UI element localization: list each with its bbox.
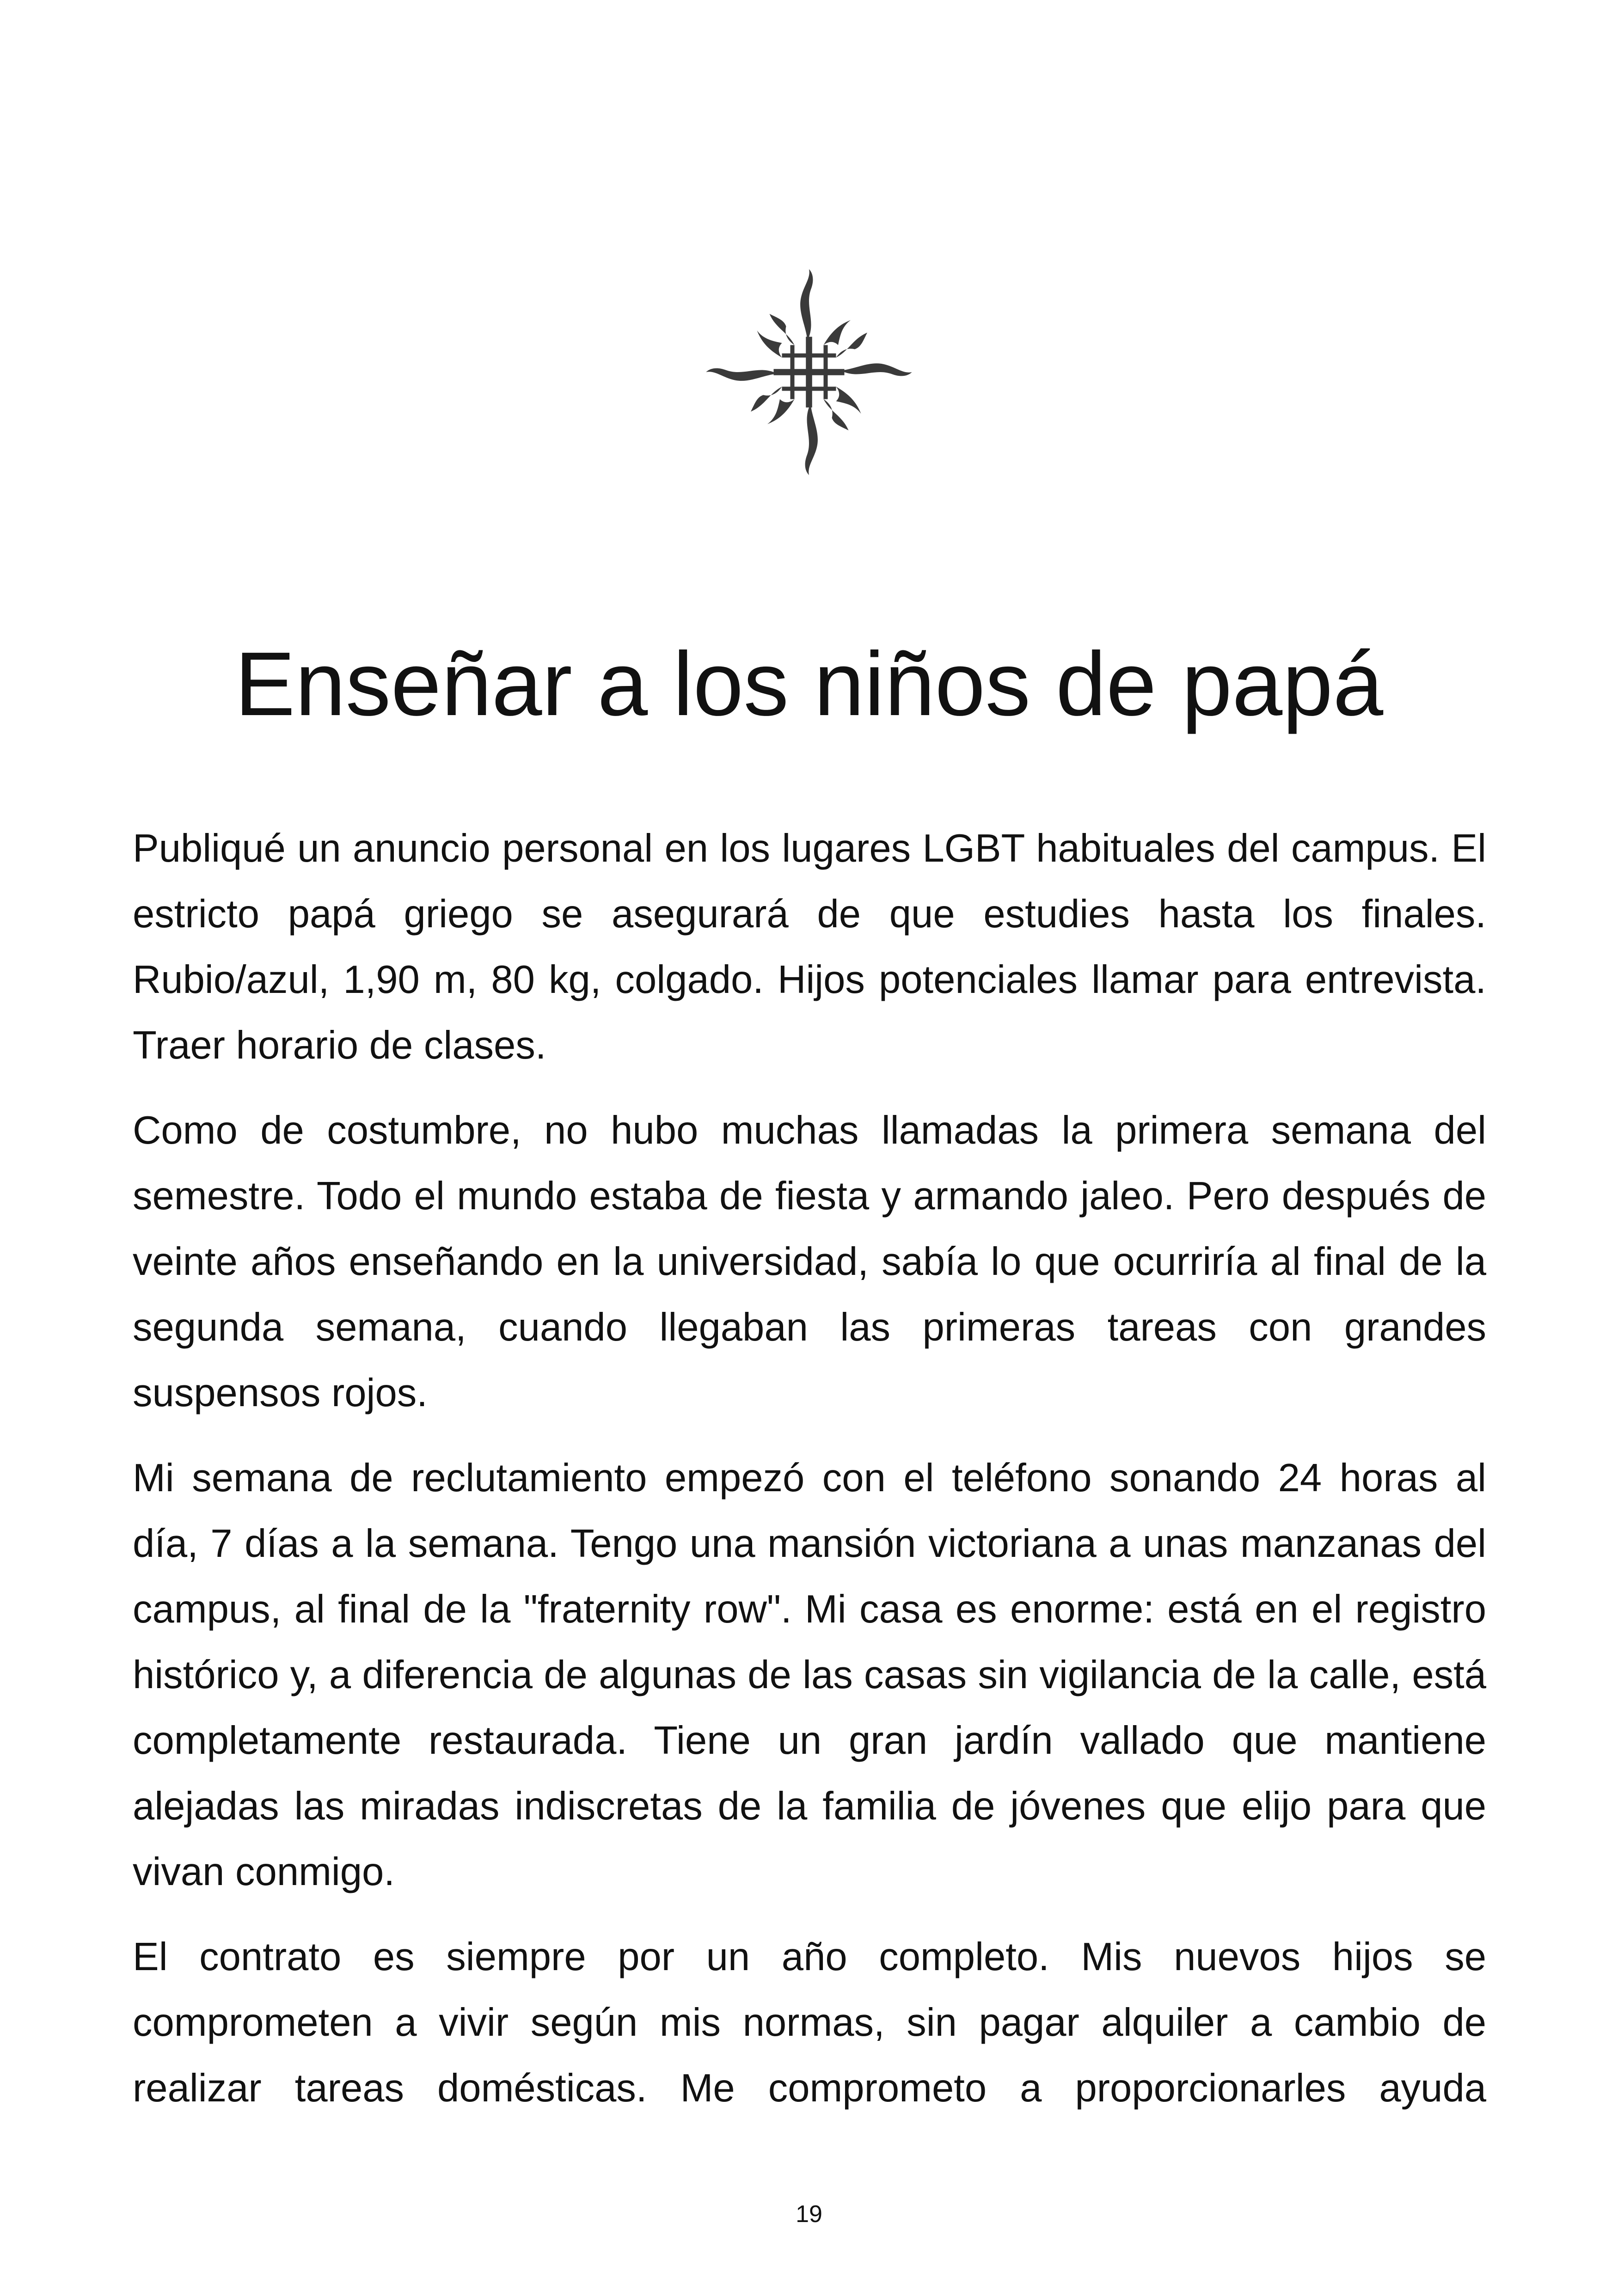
- chapter-title: Enseñar a los niños de papá: [234, 633, 1384, 735]
- paragraph: El contrato es siempre por un año completo. Mis nuevos hijos se comprometen a vivir según mis normas, sin pagar alquiler a cambio de realizar tareas domésticas. Me comprometo a proporcionarles ayuda: [133, 1935, 1486, 2110]
- page-number: 19: [796, 2201, 822, 2228]
- chapter-body: [133, 816, 1486, 2133]
- ornamental-cross-icon: [705, 268, 913, 476]
- paragraph: Como de costumbre, no hubo muchas llamadas la primera semana del semestre. Todo el mundo estaba de fiesta y armando jaleo. Pero después de veinte años enseñando en la universidad, sabía lo que ocurriría al final de la segunda semana, cuando llegaban las primeras tareas con grandes suspensos rojos.: [133, 1108, 1486, 1415]
- paragraph: Mi semana de reclutamiento empezó con el teléfono sonando 24 horas al día, 7 días a la semana. Tengo una mansión victoriana a unas manzanas del campus, al final de la "fraternity row". Mi casa es enorme: está en el registro histórico y, a diferencia de algunas de las casas sin vigilancia de la calle, está completamente restaurada. Tiene un gran jardín vallado que mantiene alejadas las miradas indiscretas de la familia de jóvenes que elijo para que vivan conmigo.: [133, 1456, 1486, 1894]
- paragraph: Publiqué un anuncio personal en los lugares LGBT habituales del campus. El estricto papá griego se asegurará de que estudies hasta los finales. Rubio/azul, 1,90 m, 80 kg, colgado. Hijos potenciales llamar para entrevista. Traer horario de clases.: [133, 827, 1486, 1067]
